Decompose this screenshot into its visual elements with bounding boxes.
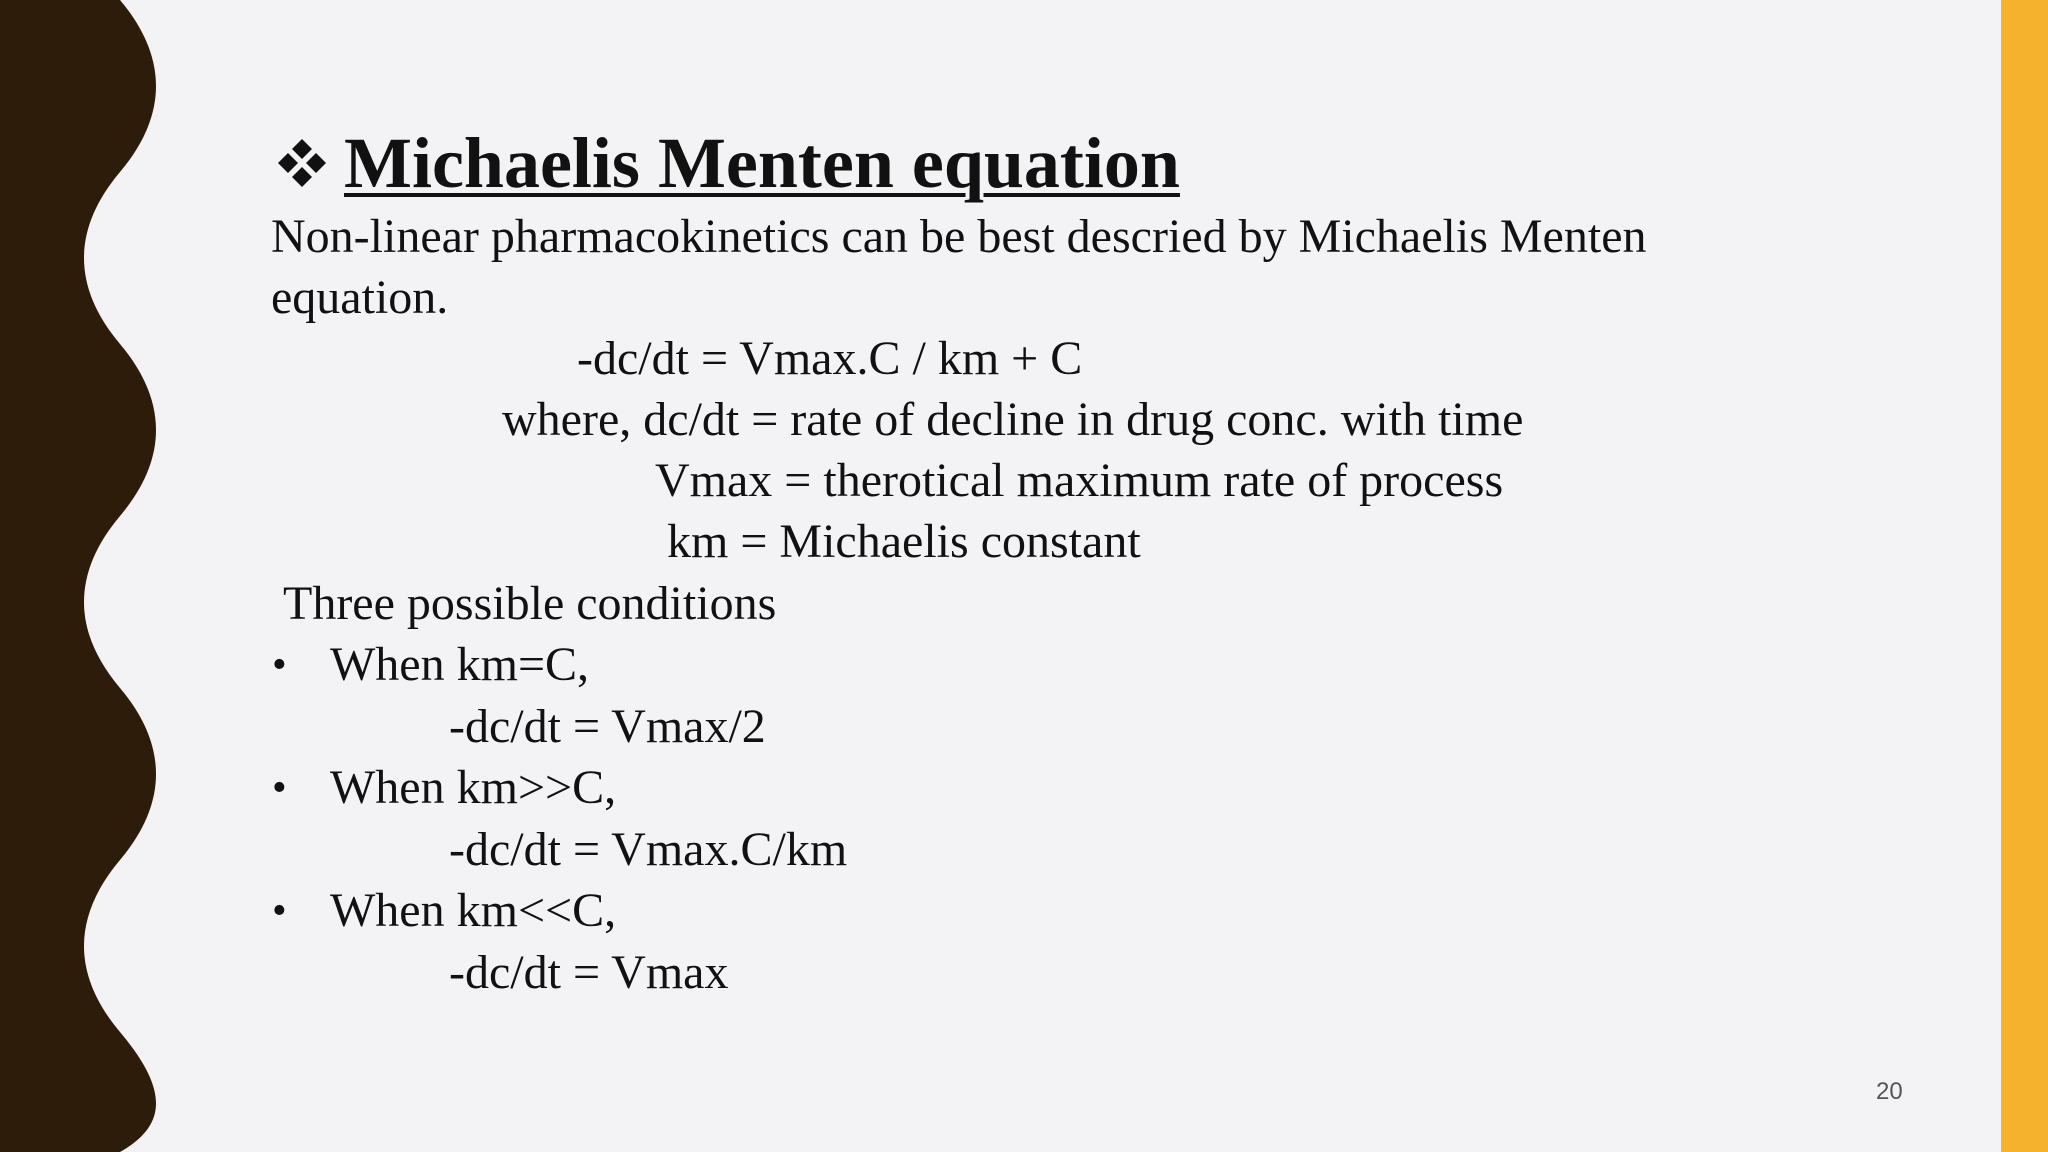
- bullet-dot: •: [272, 765, 287, 811]
- bullet-dot: •: [272, 888, 287, 934]
- condition-label: When km<<C,: [330, 884, 617, 937]
- condition-label: When km=C,: [330, 638, 590, 691]
- vmax-definition: Vmax = therotical maximum rate of process: [655, 454, 1504, 507]
- slide-title: Michaelis Menten equation: [344, 123, 1180, 203]
- condition-label: When km>>C,: [330, 761, 617, 814]
- condition-result: -dc/dt = Vmax: [449, 946, 729, 999]
- where-line: where, dc/dt = rate of decline in drug conc. with time: [502, 393, 1524, 446]
- left-wave-band: [0, 0, 160, 1152]
- slide-title-row: [272, 118, 1180, 208]
- km-definition: km = Michaelis constant: [667, 515, 1141, 568]
- equation-line: -dc/dt = Vmax.C / km + C: [577, 332, 1083, 385]
- intro-line-1: Non-linear pharmacokinetics can be best descried by Michaelis Menten: [271, 210, 1647, 263]
- condition-result: -dc/dt = Vmax.C/km: [449, 823, 848, 876]
- condition-result: -dc/dt = Vmax/2: [449, 700, 766, 753]
- page-number: 20: [1876, 1078, 1903, 1105]
- right-accent-bar: [2001, 0, 2048, 1152]
- bullet-dot: •: [272, 642, 287, 688]
- four-diamond-icon: [272, 133, 332, 193]
- intro-line-2: equation.: [271, 271, 449, 324]
- conditions-heading: Three possible conditions: [283, 577, 777, 630]
